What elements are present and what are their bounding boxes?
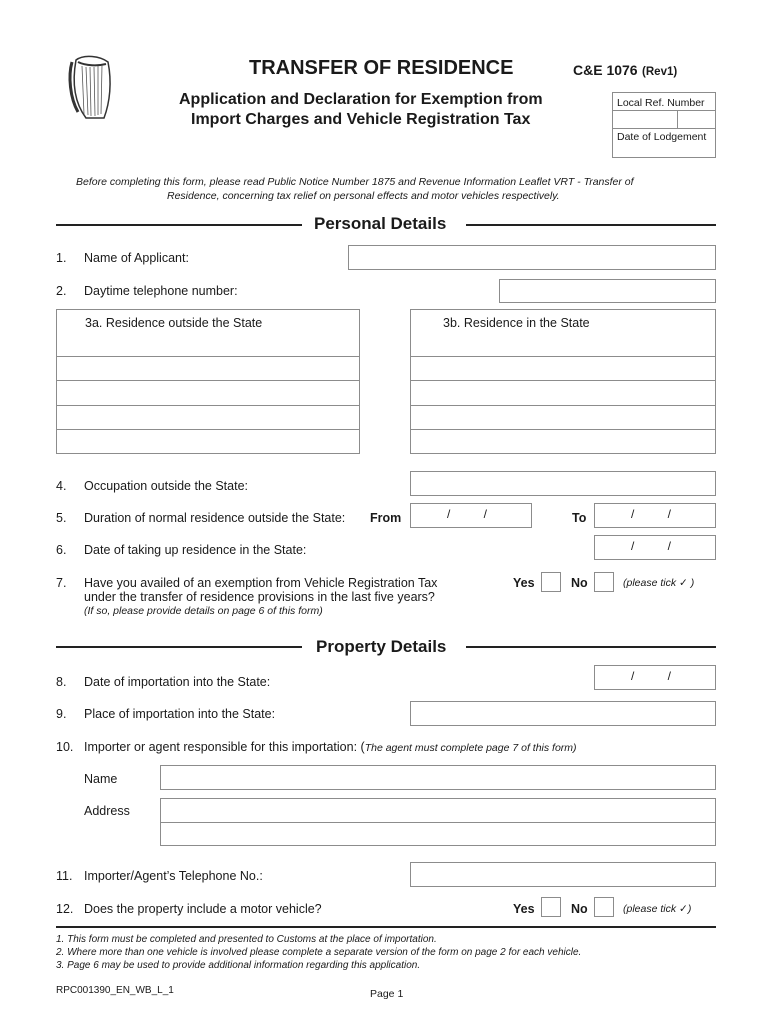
q7-no-label: No — [571, 576, 588, 590]
q12-no-checkbox[interactable] — [594, 897, 614, 917]
q7-line3: (If so, please provide details on page 6 of this form) — [84, 605, 323, 617]
form-code-rev: (Rev1) — [642, 66, 678, 78]
start-date-separators: / / — [631, 539, 672, 553]
q12-yes-label: Yes — [513, 902, 535, 916]
q9-number: 9. — [56, 707, 67, 721]
intro-line2: Residence, concerning tax relief on personal effects and motor vehicles respectively. — [167, 190, 560, 202]
page-number: Page 1 — [370, 988, 404, 1000]
q3a-line-4 — [56, 429, 360, 430]
occupation-field[interactable] — [410, 471, 716, 496]
q3b-line-1 — [410, 356, 716, 357]
q5-from-label: From — [370, 511, 402, 525]
footnote-2: 2. Where more than one vehicle is involved please complete a separate version of the form on page 2 for each vehicle. — [56, 947, 582, 958]
local-ref-field-2[interactable] — [677, 110, 716, 129]
q2-label: Daytime telephone number: — [84, 284, 238, 298]
q3a-line-1 — [56, 356, 360, 357]
q10-label-main: Importer or agent responsible for this importation: ( — [84, 740, 365, 754]
q7-number: 7. — [56, 576, 67, 590]
q3b-line-2 — [410, 380, 716, 381]
to-date-separators: / / — [631, 507, 672, 521]
harp-emblem — [64, 52, 118, 124]
q11-label: Importer/Agent’s Telephone No.: — [84, 869, 263, 883]
q3b-label: 3b. Residence in the State — [443, 316, 590, 330]
q7-yes-checkbox[interactable] — [541, 572, 561, 592]
q9-label: Place of importation into the State: — [84, 707, 276, 721]
q6-number: 6. — [56, 543, 67, 557]
form-reference-code: RPC001390_EN_WB_L_1 — [56, 985, 174, 996]
q12-number: 12. — [56, 902, 74, 916]
q1-number: 1. — [56, 251, 67, 265]
applicant-name-field[interactable] — [348, 245, 716, 270]
intro-line1: Before completing this form, please read Public Notice Number 1875 and Revenue Information Leaflet VRT - Transfer of — [76, 176, 634, 188]
personal-rule-right — [466, 224, 716, 226]
from-date-separators: / / — [447, 507, 488, 521]
q6-label: Date of taking up residence in the State: — [84, 543, 307, 557]
residence-to-date-field[interactable] — [594, 503, 716, 528]
q4-label: Occupation outside the State: — [84, 479, 248, 493]
form-code — [573, 62, 677, 80]
footnote-1: 1. This form must be completed and presented to Customs at the place of importation. — [56, 934, 437, 945]
residence-outside-box[interactable] — [56, 309, 360, 454]
q10-label-note: The agent must complete page 7 of this form) — [364, 742, 577, 754]
agent-address-label: Address — [84, 804, 130, 818]
property-details-heading: Property Details — [316, 637, 447, 656]
q12-no-label: No — [571, 902, 588, 916]
residence-start-date-field[interactable] — [594, 535, 716, 560]
form-title: TRANSFER OF RESIDENCE — [249, 57, 514, 79]
q7-line2: under the transfer of residence provisions in the last five years? — [84, 590, 435, 604]
q12-label: Does the property include a motor vehicle? — [84, 902, 322, 916]
agent-name-field[interactable] — [160, 765, 716, 790]
q7-no-checkbox[interactable] — [594, 572, 614, 592]
q12-tick-note: (please tick ✓) — [623, 903, 692, 915]
personal-details-heading: Personal Details — [314, 214, 447, 233]
agent-phone-field[interactable] — [410, 862, 716, 887]
form-subtitle-line1: Application and Declaration for Exemption from — [179, 91, 543, 108]
q5-number: 5. — [56, 511, 67, 525]
q11-number: 11. — [56, 869, 73, 883]
residence-from-date-field[interactable] — [410, 503, 532, 528]
footnote-3: 3. Page 6 may be used to provide additional information regarding this application. — [56, 960, 421, 971]
footnote-rule — [56, 926, 716, 928]
q7-line1: Have you availed of an exemption from Vehicle Registration Tax — [84, 576, 438, 590]
local-ref-field[interactable] — [612, 110, 678, 129]
q3a-line-3 — [56, 405, 360, 406]
form-subtitle-line2: Import Charges and Vehicle Registration Tax — [191, 111, 531, 128]
personal-rule-left — [56, 224, 302, 226]
q1-label: Name of Applicant: — [84, 251, 189, 265]
q4-number: 4. — [56, 479, 67, 493]
q8-label: Date of importation into the State: — [84, 675, 271, 689]
property-rule-right — [466, 646, 716, 648]
form-code-number: C&E 1076 — [573, 62, 638, 78]
q10-label — [84, 740, 577, 754]
q3a-line-2 — [56, 380, 360, 381]
q3a-label: 3a. Residence outside the State — [85, 316, 263, 330]
q8-number: 8. — [56, 675, 67, 689]
importation-place-field[interactable] — [410, 701, 716, 726]
q3b-line-4 — [410, 429, 716, 430]
q12-yes-checkbox[interactable] — [541, 897, 561, 917]
q3b-line-3 — [410, 405, 716, 406]
residence-inside-box[interactable] — [410, 309, 716, 454]
q2-number: 2. — [56, 284, 67, 298]
importation-date-separators: / / — [631, 669, 672, 683]
q5-label: Duration of normal residence outside the State: — [84, 511, 346, 525]
q10-number: 10. — [56, 740, 74, 754]
daytime-phone-field[interactable] — [499, 279, 716, 303]
property-rule-left — [56, 646, 302, 648]
importation-date-field[interactable] — [594, 665, 716, 690]
q7-tick-note: (please tick ✓ ) — [623, 577, 695, 589]
agent-name-label: Name — [84, 772, 118, 786]
local-ref-label: Local Ref. Number — [617, 97, 705, 109]
agent-address-divider — [160, 822, 716, 823]
date-lodgement-label: Date of Lodgement — [617, 131, 707, 143]
q5-to-label: To — [572, 511, 587, 525]
q7-yes-label: Yes — [513, 576, 535, 590]
